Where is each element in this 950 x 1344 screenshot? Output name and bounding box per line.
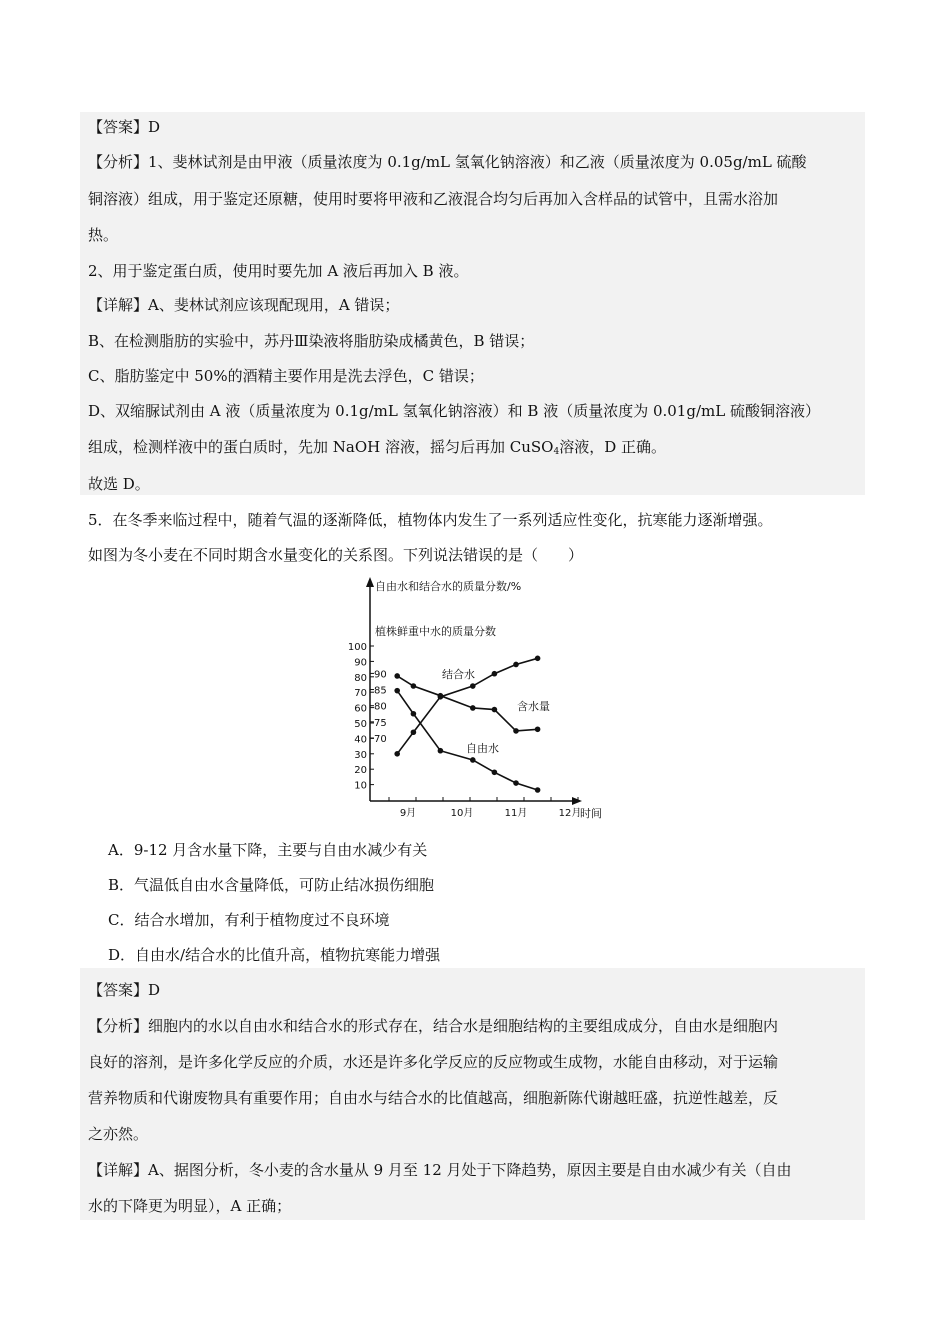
data-point <box>492 671 498 677</box>
analysis-line: 【分析】细胞内的水以自由水和结合水的形式存在，结合水是细胞结构的主要组成成分，自由水是细胞内 <box>88 1017 779 1035</box>
y-axis-arrow-icon <box>366 577 374 587</box>
series-label-water-content: 含水量 <box>517 700 550 713</box>
data-point <box>394 673 400 679</box>
y-right-tick-label: 75 <box>374 717 387 729</box>
series-label-bound-water: 结合水 <box>442 668 475 681</box>
answer-1: 【答案】D <box>88 118 161 136</box>
y-left-tick-label: 90 <box>354 657 367 669</box>
data-point <box>535 787 541 793</box>
data-point <box>394 751 400 757</box>
y-left-tick-label: 10 <box>354 780 367 792</box>
data-point <box>411 729 417 735</box>
analysis-line: 热。 <box>88 226 119 244</box>
y-right-tick-label: 70 <box>374 734 387 745</box>
y-left-label: 自由水和结合水的质量分数/% <box>375 580 522 593</box>
option-a: A．9-12 月含水量下降，主要与自由水减少有关 <box>108 841 428 859</box>
y-left-tick-label: 40 <box>354 734 367 746</box>
x-tick-label: 12月 <box>558 808 582 819</box>
y-left-tick-label: 100 <box>347 642 367 653</box>
analysis-line: 之亦然。 <box>88 1125 149 1143</box>
data-point <box>394 688 400 694</box>
x-tick-label: 10月 <box>450 808 474 819</box>
data-point <box>513 662 519 668</box>
data-point <box>535 656 541 662</box>
data-point <box>492 707 498 713</box>
y-left-tick-label: 30 <box>354 749 367 761</box>
option-d: D．自由水/结合水的比值升高，植物抗寒能力增强 <box>108 946 441 964</box>
y-left-tick-label: 20 <box>354 765 367 777</box>
detail-line: D、双缩脲试剂由 A 液（质量浓度为 0.1g/mL 氢氧化钠溶液）和 B 液（质量浓度为 0.01g/mL 硫酸铜溶液） <box>88 402 820 420</box>
x-tick-label: 11月 <box>504 808 528 819</box>
detail-line <box>88 437 666 462</box>
detail-line: 【详解】A、据图分析，冬小麦的含水量从 9 月至 12 月处于下降趋势，原因主要是自由水减少有关（自由 <box>88 1161 792 1179</box>
option-b: B．气温低自由水含量降低，可防止结冰损伤细胞 <box>108 876 435 894</box>
x-axis-arrow-icon <box>572 797 582 805</box>
x-axis-label: 时间 <box>580 807 602 820</box>
water-content-chart <box>330 575 620 825</box>
subscript: 4 <box>553 447 560 457</box>
analysis-line: 2、用于鉴定蛋白质，使用时要先加 A 液后再加入 B 液。 <box>88 262 469 280</box>
detail-line: 水的下降更为明显），A 正确； <box>88 1197 292 1215</box>
data-point <box>470 757 476 763</box>
analysis-line: 良好的溶剂，是许多化学反应的介质，水还是许多化学反应的反应物或生成物，水能自由移动，对于运输 <box>88 1053 779 1071</box>
x-tick-label: 9月 <box>399 808 417 819</box>
option-c: C．结合水增加，有利于植物度过不良环境 <box>108 911 390 929</box>
data-point <box>513 780 519 786</box>
analysis-line: 【分析】1、斐林试剂是由甲液（质量浓度为 0.1g/mL 氢氧化钠溶液）和乙液（质量浓度为 0.05g/mL 硫酸 <box>88 153 807 171</box>
data-point <box>411 711 417 717</box>
data-point <box>492 769 498 775</box>
data-point <box>470 705 476 711</box>
detail-line: C、脂肪鉴定中 50%的酒精主要作用是洗去浮色，C 错误； <box>88 367 484 385</box>
y-right-tick-label: 80 <box>374 701 387 713</box>
data-point <box>470 683 476 689</box>
detail-text: 溶液，D 正确。 <box>559 438 666 456</box>
data-point <box>535 726 541 732</box>
detail-line: 【详解】A、斐林试剂应该现配现用，A 错误； <box>88 296 400 314</box>
analysis-line: 铜溶液）组成，用于鉴定还原糖，使用时要将甲液和乙液混合均匀后再加入含样品的试管中，且需水浴加 <box>88 190 779 208</box>
y-right-tick-label: 85 <box>374 685 387 697</box>
question-stem: 5．在冬季来临过程中，随着气温的逐渐降低，植物体内发生了一系列适应性变化，抗寒能力逐渐增强。 <box>88 511 773 529</box>
y-left-tick-label: 70 <box>354 688 367 700</box>
data-point <box>513 728 519 734</box>
series-label-free-water: 自由水 <box>466 742 499 755</box>
y-right-label: 植株鲜重中水的质量分数 <box>375 625 496 638</box>
data-point <box>438 693 444 699</box>
data-point <box>438 748 444 754</box>
y-left-tick-label: 80 <box>354 672 367 684</box>
answer-2: 【答案】D <box>88 981 161 999</box>
y-right-tick-label: 90 <box>374 669 387 681</box>
data-point <box>411 683 417 689</box>
y-left-tick-label: 50 <box>354 719 367 730</box>
y-left-tick-label: 60 <box>354 703 367 715</box>
analysis-line: 营养物质和代谢废物具有重要作用；自由水与结合水的比值越高，细胞新陈代谢越旺盛，抗逆性越差，反 <box>88 1089 779 1107</box>
detail-line: B、在检测脂肪的实验中，苏丹Ⅲ染液将脂肪染成橘黄色，B 错误； <box>88 332 535 350</box>
conclusion-1: 故选 D。 <box>88 475 150 493</box>
detail-text: 组成，检测样液中的蛋白质时，先加 NaOH 溶液，摇匀后再加 CuSO <box>88 438 554 456</box>
question-stem: 如图为冬小麦在不同时期含水量变化的关系图。下列说法错误的是（ ） <box>88 546 584 564</box>
